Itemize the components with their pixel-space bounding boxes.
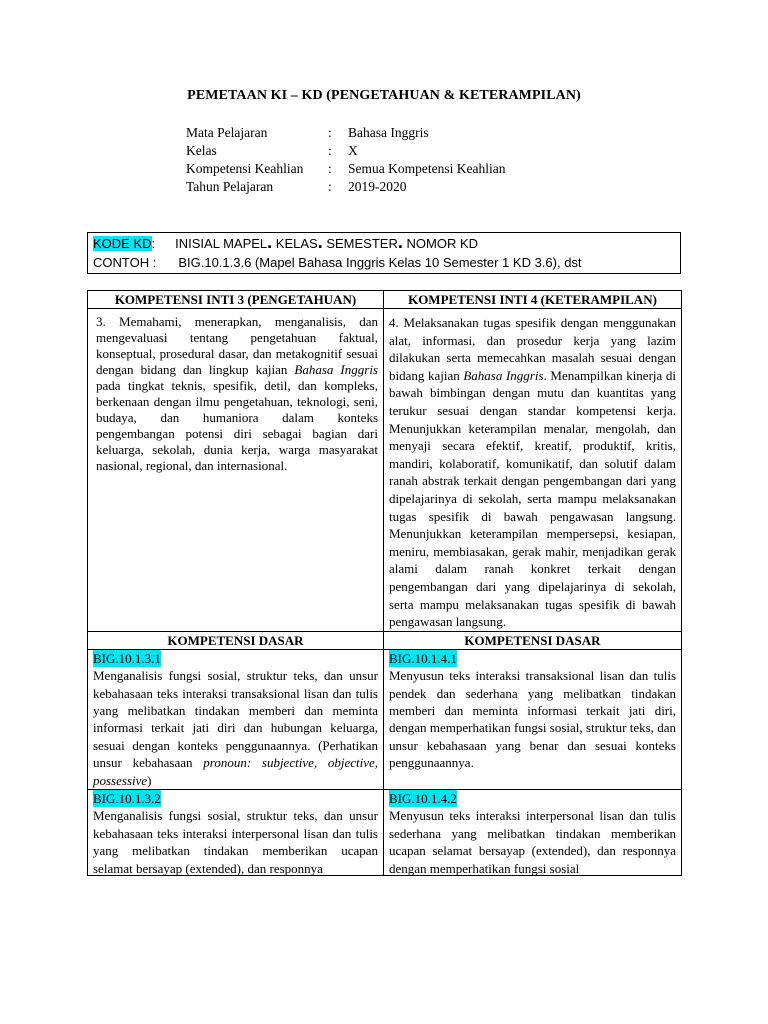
ki4-text: 4. Melaksanakan tugas spesifik dengan menggunakan alat, informasi, dan prosedur kerja yang lazim dilakukan serta memecahkan masalah sesuai dengan bidang kajian Bahasa Inggris. Menampilkan kinerja di bawah bimbingan dengan mutu dan kuantitas yang terukur sesuai dengan standar kompetensi kerja. Menunjukkan keterampilan menalar, mengolah, dan menyaji secara efektif, kreatif, produktif, kritis, mandiri, kolaboratif, komunikatif, dan solutif dalam ranah abstrak terkait dengan pengembangan dari yang dipelajarinya di sekolah, serta mampu melaksanakan tugas spesifik di bawah pengawasan langsung. Menunjukkan keterampilan mempersepsi, kesiapan, meniru, membiasakan, gerak mahir, menjadikan gerak alami dalam ranah konkret terkait dengan pengembangan dari yang dipelajarinya di sekolah, serta mampu melaksanakan tugas spesifik di bawah pengawasan langsung. <box>384 309 682 632</box>
kd-header-row <box>88 631 682 649</box>
info-table <box>186 125 505 197</box>
kd-emphasis: pronoun: subjective, objective, possessive <box>93 755 378 788</box>
ki-header-row <box>88 291 682 309</box>
info-separator: : <box>328 143 332 158</box>
kode-kd-line <box>93 232 478 252</box>
ki4-header: KOMPETENSI INTI 4 (KETERAMPILAN) <box>384 291 682 309</box>
kode-dot: . <box>267 232 273 252</box>
info-separator: : <box>328 161 332 176</box>
ki4-subject-emphasis: Bahasa Inggris <box>463 367 544 383</box>
info-row-kelas <box>186 143 505 161</box>
page-title: PEMETAAN KI – KD (PENGETAHUAN & KETERAMPILAN) <box>187 88 581 103</box>
ki-content-row <box>88 309 682 632</box>
kd-text: Menyusun teks interaksi interpersonal lisan dan tulis sederhana yang melibatkan tindakan memberikan ucapan selamat bersayap (extended), dan responnya dengan memperhatikan fungsi sosial <box>389 808 676 876</box>
kd-cell-left: BIG.10.1.3.1 Menganalisis fungsi sosial, struktur teks, dan unsur kebahasaan teks interaksi transaksional lisan dan tulis yang melibatkan tindakan memberi dan meminta informasi terkait jati diri dan hubungan keluarga, sesuai dengan konteks penggunaannya. (Perhatikan unsur kebahasaan pronoun: subjective, objective, possessive) <box>88 649 384 789</box>
ki-kd-table <box>87 290 682 876</box>
info-label: Mata Pelajaran <box>186 125 268 140</box>
kd-text: Menganalisis fungsi sosial, struktur teks, dan unsur kebahasaan teks interaksi transaksional lisan dan tulis yang melibatkan tindakan memberi dan meminta informasi terkait jati diri dan hubungan keluarga, sesuai dengan konteks penggunaannya. (Perhatikan unsur kebahasaan <box>93 668 378 771</box>
kode-dot: . <box>317 232 323 252</box>
info-row-mapel <box>186 125 505 143</box>
kode-kd-box <box>87 232 681 274</box>
kd-code: BIG.10.1.4.1 <box>389 650 457 666</box>
kd-row-2 <box>88 789 682 875</box>
contoh-label: CONTOH : <box>93 255 157 270</box>
kode-part-mapel: INISIAL MAPEL <box>175 236 268 251</box>
info-value: 2019-2020 <box>348 179 407 194</box>
contoh-line <box>93 255 582 270</box>
kd-text: Menganalisis fungsi sosial, struktur teks, dan unsur kebahasaan teks interaksi interpersonal lisan dan tulis yang melibatkan tindakan memberikan ucapan selamat bersayap (extended), dan responnya <box>93 808 378 876</box>
kd-cell-left <box>88 789 384 875</box>
info-value: Semua Kompetensi Keahlian <box>348 161 506 176</box>
kode-part-kelas: KELAS <box>275 236 318 251</box>
kd-cell-right <box>384 649 682 789</box>
kd-code: BIG.10.1.3.1 <box>93 650 161 666</box>
info-separator: : <box>328 179 332 194</box>
info-label: Kompetensi Keahlian <box>186 161 304 176</box>
kd-right-header: KOMPETENSI DASAR <box>384 631 682 649</box>
kode-part-nomor: NOMOR KD <box>406 236 478 251</box>
kode-dot: . <box>397 232 403 252</box>
kd-row-1 <box>88 649 682 789</box>
kode-part-semester: SEMESTER <box>326 236 398 251</box>
kd-text: Menyusun teks interaksi transaksional lisan dan tulis pendek dan sederhana yang melibatkan tindakan memberi dan meminta informasi terkait jati diri, dengan memperhatikan fungsi sosial, struktur teks, dan unsur kebahasaan yang benar dan sesuai konteks penggunaannya. <box>389 668 676 771</box>
kode-kd-label: KODE KD <box>93 236 152 251</box>
ki3-header: KOMPETENSI INTI 3 (PENGETAHUAN) <box>88 291 384 309</box>
kode-kd-colon: : <box>151 236 156 251</box>
info-row-tahun <box>186 179 505 197</box>
kd-code: BIG.10.1.4.2 <box>389 790 457 806</box>
kd-code: BIG.10.1.3.2 <box>93 790 161 806</box>
info-label: Tahun Pelajaran <box>186 179 274 194</box>
info-value: X <box>348 143 358 158</box>
ki3-subject-emphasis: Bahasa Inggris <box>294 362 378 377</box>
ki3-text: 3. Memahami, menerapkan, menganalisis, dan mengevaluasi tentang pengetahuan faktual, konseptual, prosedural dasar, dan metakognitif sesuai dengan bidang dan lingkup kajian Bahasa Inggris pada tingkat teknis, spesifik, detil, dan kompleks, berkenaan dengan ilmu pengetahuan, teknologi, seni, budaya, dan humaniora dalam konteks pengembangan potensi diri sebagai bagian dari keluarga, sekolah, dunia kerja, warga masyarakat nasional, regional, dan internasional. <box>88 309 384 632</box>
contoh-value: BIG.10.1.3.6 (Mapel Bahasa Inggris Kelas 10 Semester 1 KD 3.6), dst <box>178 255 582 270</box>
info-value: Bahasa Inggris <box>348 125 429 140</box>
info-separator: : <box>328 125 332 140</box>
info-row-kompetensi <box>186 161 505 179</box>
info-label: Kelas <box>186 143 217 158</box>
kd-cell-right <box>384 789 682 875</box>
kd-left-header: KOMPETENSI DASAR <box>88 631 384 649</box>
